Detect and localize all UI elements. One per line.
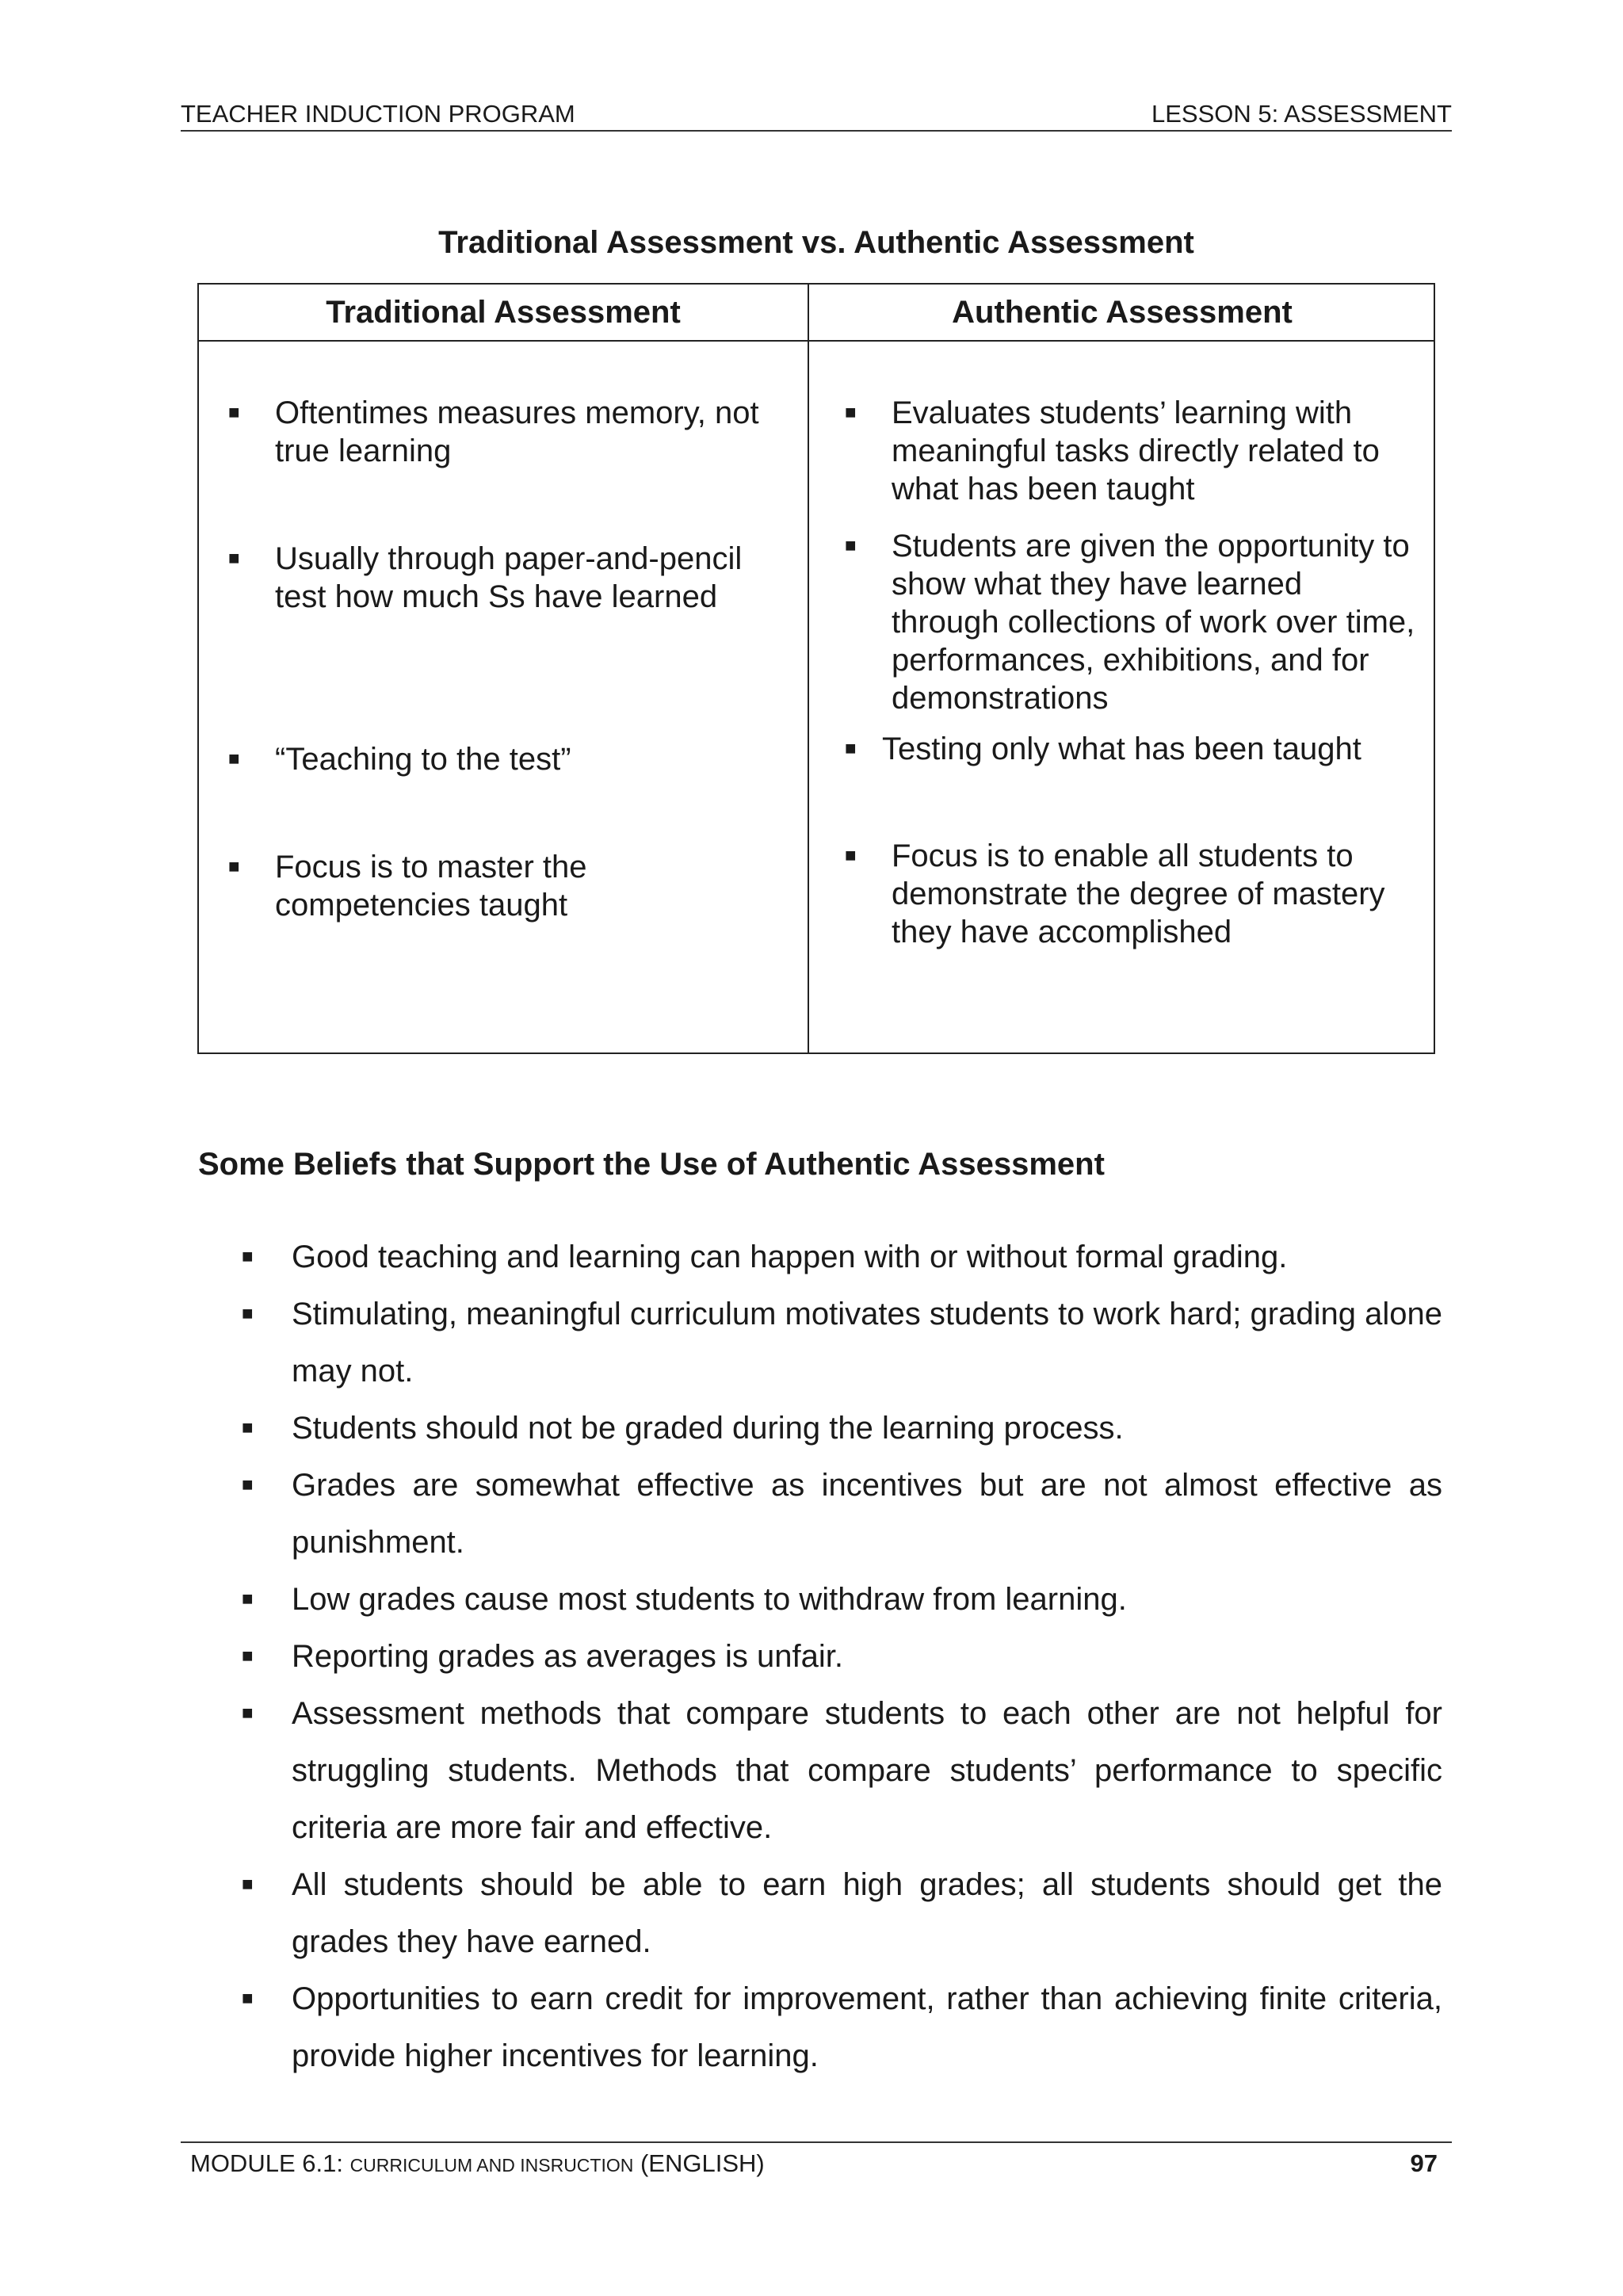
square-bullet-icon: ■	[242, 1474, 254, 1496]
authentic-item: ■ Evaluates students’ learning with meaningful tasks directly related to what has been taught	[845, 395, 1380, 506]
belief-item: ■ Opportunities to earn credit for improvement, rather than achieving finite criteria, provide higher incentives for learning.	[242, 1970, 1442, 2084]
header-lesson: LESSON 5: ASSESSMENT	[1151, 100, 1452, 128]
page-footer	[181, 2141, 1452, 2177]
beliefs-list	[242, 1228, 1442, 2084]
belief-item: ■ Grades are somewhat effective as incentives but are not almost effective as punishment.	[242, 1457, 1442, 1571]
traditional-item: ■ Usually through paper-and-pencil test how much Ss have learned	[228, 541, 743, 614]
belief-item: ■ Low grades cause most students to withdraw from learning.	[242, 1571, 1442, 1628]
square-bullet-icon: ■	[845, 845, 857, 866]
square-bullet-icon: ■	[242, 1874, 254, 1895]
square-bullet-icon: ■	[228, 402, 240, 423]
square-bullet-icon: ■	[242, 1702, 254, 1724]
square-bullet-icon: ■	[242, 1588, 254, 1610]
square-bullet-icon: ■	[228, 748, 240, 770]
page-number: 97	[1410, 2149, 1438, 2177]
header-program: TEACHER INDUCTION PROGRAM	[181, 100, 575, 128]
authentic-item: ■ Students are given the opportunity to show what they have learned through collections of work over time, performances, exhibitions, and for demonstrations	[845, 529, 1415, 716]
square-bullet-icon: ■	[242, 1417, 254, 1438]
square-bullet-icon: ■	[228, 856, 240, 877]
traditional-item: ■ Focus is to master the competencies taught	[228, 850, 587, 923]
square-bullet-icon: ■	[845, 402, 857, 423]
square-bullet-icon: ■	[845, 738, 857, 759]
column-header-traditional: Traditional Assessment	[326, 295, 681, 330]
column-divider	[808, 285, 809, 1052]
square-bullet-icon: ■	[242, 1988, 254, 2009]
belief-item: ■ Good teaching and learning can happen with or without formal grading.	[242, 1228, 1442, 1286]
authentic-item: ■ Testing only what has been taught	[845, 732, 1361, 766]
square-bullet-icon: ■	[242, 1303, 254, 1324]
column-header-authentic: Authentic Assessment	[952, 295, 1293, 330]
square-bullet-icon: ■	[228, 548, 240, 569]
footer-module: MODULE 6.1: CURRICULUM AND INSRUCTION (ENGLISH)	[190, 2149, 765, 2177]
square-bullet-icon: ■	[845, 535, 857, 556]
table-title: Traditional Assessment vs. Authentic Assessment	[438, 225, 1194, 260]
traditional-item: ■ Oftentimes measures memory, not true learning	[228, 395, 759, 468]
authentic-item: ■ Focus is to enable all students to demonstrate the degree of mastery they have accomplished	[845, 839, 1385, 949]
square-bullet-icon: ■	[242, 1246, 254, 1267]
header-divider	[199, 340, 1434, 342]
belief-item: ■ All students should be able to earn high grades; all students should get the grades they have earned.	[242, 1856, 1442, 1970]
belief-item: ■ Stimulating, meaningful curriculum motivates students to work hard; grading alone may not.	[242, 1286, 1442, 1400]
square-bullet-icon: ■	[242, 1645, 254, 1667]
comparison-table	[197, 283, 1435, 1054]
traditional-item: ■ “Teaching to the test”	[228, 742, 571, 777]
belief-item: ■ Students should not be graded during the learning process.	[242, 1400, 1442, 1457]
beliefs-heading: Some Beliefs that Support the Use of Authentic Assessment	[198, 1147, 1105, 1182]
belief-item: ■ Assessment methods that compare students to each other are not helpful for struggling students. Methods that compare students’ performance to specific criteria are more fair and effective.	[242, 1685, 1442, 1856]
page-header	[181, 100, 1452, 132]
belief-item: ■ Reporting grades as averages is unfair.	[242, 1628, 1442, 1685]
